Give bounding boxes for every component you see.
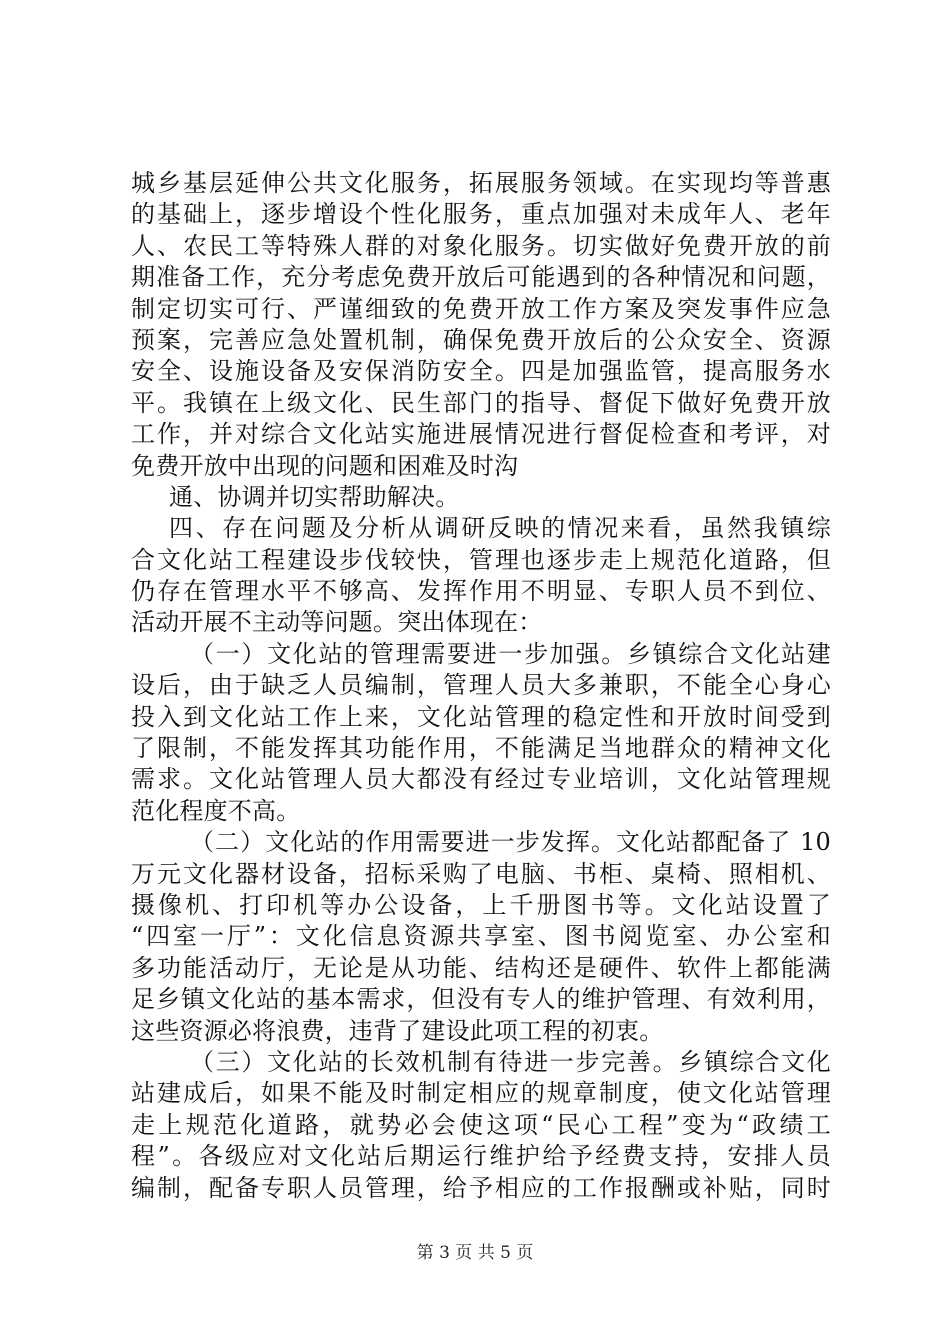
text-line: 万元文化器材设备，招标采购了电脑、书柜、桌椅、照相机、 — [131, 859, 831, 888]
text-line: 四、存在问题及分析从调研反映的情况来看，虽然我镇综 — [169, 514, 831, 543]
text-line: 设后，由于缺乏人员编制，管理人员大多兼职，不能全心身心 — [131, 671, 831, 700]
text-line: 预案，完善应急处置机制，确保免费开放后的公众安全、资源 — [131, 325, 831, 354]
text-line: 合文化站工程建设步伐较快，管理也逐步走上规范化道路，但 — [131, 545, 831, 574]
text-line: 期准备工作，充分考虑免费开放后可能遇到的各种情况和问题， — [131, 263, 831, 292]
text-line: “四室一厅”：文化信息资源共享室、图书阅览室、办公室和 — [131, 922, 831, 951]
document-body — [131, 168, 831, 1204]
text-line: 多功能活动厅，无论是从功能、结构还是硬件、软件上都能满 — [131, 953, 831, 982]
text-line: 编制，配备专职人员管理，给予相应的工作报酬或补贴，同时 — [131, 1173, 831, 1202]
text-line: （三）文化站的长效机制有待进一步完善。乡镇综合文化 — [190, 1047, 831, 1076]
text-line: 走上规范化道路，就势必会使这项“民心工程”变为“政绩工 — [131, 1110, 831, 1139]
page-footer — [0, 1238, 950, 1263]
text-line: 投入到文化站工作上来，文化站管理的稳定性和开放时间受到 — [131, 702, 831, 731]
text-line: （二）文化站的作用需要进一步发挥。文化站都配备了 10 — [190, 828, 831, 857]
text-line: （一）文化站的管理需要进一步加强。乡镇综合文化站建 — [190, 639, 831, 668]
text-line: 需求。文化站管理人员大都没有经过专业培训，文化站管理规 — [131, 765, 831, 794]
text-line: 通、协调并切实帮助解决。 — [169, 482, 460, 511]
text-line: 城乡基层延伸公共文化服务，拓展服务领域。在实现均等普惠 — [131, 169, 831, 197]
text-line: 安全、设施设备及安保消防安全。四是加强监管，提高服务水 — [131, 357, 831, 386]
text-line: 活动开展不主动等问题。突出体现在： — [131, 608, 543, 637]
text-line: 足乡镇文化站的基本需求，但没有专人的维护管理、有效利用， — [131, 985, 831, 1014]
text-line: 程”。各级应对文化站后期运行维护给予经费支持，安排人员 — [131, 1142, 831, 1171]
text-line: 工作，并对综合文化站实施进展情况进行督促检查和考评，对 — [131, 420, 831, 449]
text-line: 平。我镇在上级文化、民生部门的指导、督促下做好免费开放 — [131, 388, 831, 417]
text-line: 了限制，不能发挥其功能作用，不能满足当地群众的精神文化 — [131, 734, 831, 763]
text-line: 仍存在管理水平不够高、发挥作用不明显、专职人员不到位、 — [131, 577, 831, 606]
text-line: 的基础上，逐步增设个性化服务，重点加强对未成年人、老年 — [131, 200, 831, 229]
text-line: 免费开放中出现的问题和困难及时沟 — [131, 451, 519, 480]
text-line: 站建成后，如果不能及时制定相应的规章制度，使文化站管理 — [131, 1079, 831, 1108]
text-line: 摄像机、打印机等办公设备，上千册图书等。文化站设置了 — [131, 890, 831, 919]
text-line: 制定切实可行、严谨细致的免费开放工作方案及突发事件应急 — [131, 294, 831, 323]
text-line: 人、农民工等特殊人群的对象化服务。切实做好免费开放的前 — [131, 231, 831, 260]
text-line: 这些资源必将浪费，违背了建设此项工程的初衷。 — [131, 1016, 664, 1045]
page-number: 第 3 页 共 5 页 — [416, 1243, 534, 1263]
text-line: 范化程度不高。 — [131, 796, 301, 825]
